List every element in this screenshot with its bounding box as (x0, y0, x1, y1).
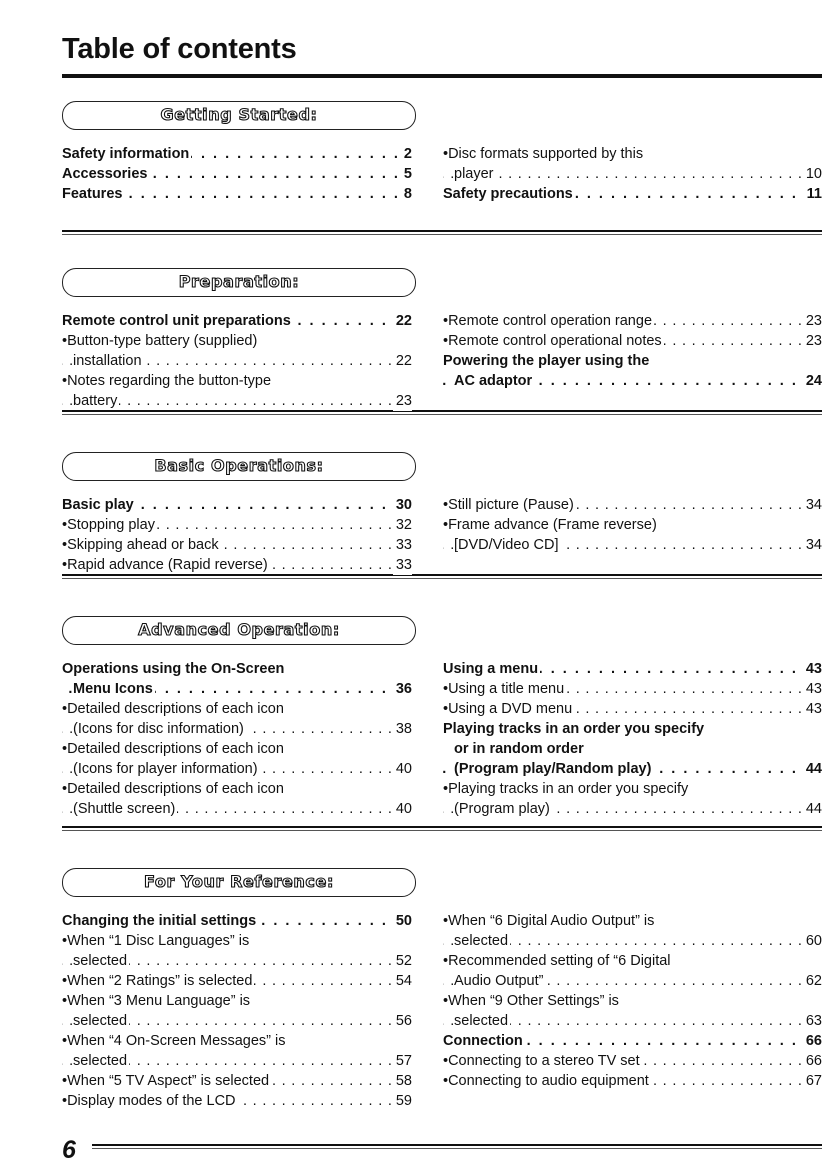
section-preparation (62, 268, 822, 411)
toc-page-number: 44 (803, 759, 822, 779)
section-divider (62, 826, 822, 831)
toc-entry[interactable] (62, 799, 412, 819)
toc-entry[interactable] (62, 555, 412, 575)
toc-entry[interactable] (62, 351, 412, 371)
toc-entry[interactable] (62, 1091, 412, 1111)
toc-entry[interactable] (443, 184, 822, 204)
toc-entry-text: Safety information (62, 146, 190, 162)
toc-entry-text: •Remote control operation range (443, 313, 653, 329)
toc-entry-text: (Shuttle screen) (73, 801, 176, 817)
toc-page-number: 60 (803, 931, 822, 951)
toc-entry-text: •Rapid advance (Rapid reverse) (62, 557, 268, 573)
toc-entry[interactable] (443, 144, 822, 164)
toc-entry-text: •Using a DVD menu (443, 701, 573, 717)
toc-entry-text: selected (73, 953, 128, 969)
toc-entry[interactable] (443, 1011, 822, 1031)
toc-entry[interactable] (443, 951, 822, 971)
toc-column-right (443, 911, 822, 1091)
toc-page-number: 44 (803, 799, 822, 819)
toc-entry[interactable] (443, 679, 822, 699)
toc-entry-text: (Program play/Random play) (454, 761, 652, 777)
toc-entry-text: •When “6 Digital Audio Output” is (443, 913, 655, 929)
section-heading-pill (62, 616, 416, 645)
toc-page-number: 38 (393, 719, 412, 739)
toc-entry[interactable] (62, 699, 412, 719)
toc-page-number: 67 (803, 1071, 822, 1091)
toc-page-number: 33 (393, 555, 412, 575)
toc-entry[interactable] (62, 515, 412, 535)
toc-entry[interactable] (443, 659, 822, 679)
toc-entry-text: selected (73, 1053, 128, 1069)
toc-entry-text: Connection (443, 1033, 523, 1049)
toc-entry-text: Using a menu (443, 661, 539, 677)
toc-entry[interactable] (62, 1011, 412, 1031)
toc-entry[interactable] (443, 331, 822, 351)
toc-column-right (443, 659, 822, 819)
toc-entry[interactable] (443, 1071, 822, 1091)
toc-entry-text: Playing tracks in an order you specify (443, 721, 705, 737)
toc-entry-text: Features (62, 186, 123, 202)
section-getting-started (62, 101, 822, 204)
toc-entry[interactable] (62, 371, 412, 391)
toc-entry[interactable] (62, 164, 412, 184)
toc-entry-text: [DVD/Video CD] (454, 537, 559, 553)
toc-entry[interactable] (62, 391, 412, 411)
toc-page-number: 59 (393, 1091, 412, 1111)
toc-column-right (443, 311, 822, 391)
toc-entry[interactable] (443, 799, 822, 819)
toc-page-number: 58 (393, 1071, 412, 1091)
section-divider (62, 410, 822, 415)
toc-entry[interactable] (62, 184, 412, 204)
toc-entry-text: (Icons for player information) (73, 761, 258, 777)
toc-entry-text: •Disc formats supported by this (443, 146, 644, 162)
toc-page-number: 54 (393, 971, 412, 991)
toc-entry-text: AC adaptor (454, 373, 533, 389)
toc-entry[interactable] (62, 991, 412, 1011)
toc-page-number: 8 (401, 184, 412, 204)
toc-entry[interactable] (62, 331, 412, 351)
toc-entry[interactable] (443, 311, 822, 331)
toc-entry-text: •Detailed descriptions of each icon (62, 741, 284, 757)
toc-entry[interactable] (62, 719, 412, 739)
toc-entry[interactable] (443, 371, 822, 391)
toc-page-number: 11 (804, 184, 822, 204)
toc-column-right (443, 144, 822, 204)
toc-entry[interactable] (443, 699, 822, 719)
toc-entry-text: Remote control unit preparations (62, 313, 291, 329)
toc-page-number: 40 (393, 799, 412, 819)
toc-column-right (443, 495, 822, 555)
toc-entry[interactable] (62, 679, 412, 699)
toc-entry-text: •Skipping ahead or back (62, 537, 219, 553)
toc-entry-text: or in random order (454, 741, 584, 757)
section-basic-operations (62, 452, 822, 575)
section-divider (62, 574, 822, 579)
toc-page-number: 32 (393, 515, 412, 535)
toc-entry-text: •Button-type battery (supplied) (62, 333, 258, 349)
toc-entry[interactable] (443, 495, 822, 515)
toc-entry-text: (Program play) (454, 801, 550, 817)
toc-page-number: 23 (393, 391, 412, 411)
toc-entry-text: •Playing tracks in an order you specify (443, 781, 689, 797)
toc-entry-text: player (454, 166, 494, 182)
toc-page-number: 57 (393, 1051, 412, 1071)
toc-entry[interactable] (443, 1031, 822, 1051)
toc-entry-text: •Using a title menu (443, 681, 565, 697)
toc-entry[interactable] (62, 659, 412, 679)
toc-page-number: 2 (401, 144, 412, 164)
toc-entry-text: (Icons for disc information) (73, 721, 244, 737)
toc-entry-text: •Connecting to a stereo TV set (443, 1053, 640, 1069)
toc-column-left (62, 144, 412, 204)
toc-entry-text: •When “9 Other Settings” is (443, 993, 619, 1009)
toc-page-number: 43 (803, 699, 822, 719)
toc-page-number: 30 (393, 495, 412, 515)
toc-page-number: 63 (803, 1011, 822, 1031)
toc-page-number: 22 (393, 311, 412, 331)
toc-entry-text: •Display modes of the LCD (62, 1093, 236, 1109)
toc-entry[interactable] (62, 1051, 412, 1071)
toc-entry[interactable] (443, 739, 822, 759)
toc-entry[interactable] (62, 495, 412, 515)
toc-entry[interactable] (62, 1031, 412, 1051)
toc-entry[interactable] (62, 311, 412, 331)
toc-entry-text: •When “5 TV Aspect” is selected (62, 1073, 270, 1089)
toc-page-number: 52 (393, 951, 412, 971)
toc-entry[interactable] (62, 1071, 412, 1091)
toc-page-number: 62 (803, 971, 822, 991)
toc-entry[interactable] (443, 515, 822, 535)
page-number: 6 (62, 1136, 76, 1164)
toc-page-number: 40 (393, 759, 412, 779)
section-heading-pill (62, 101, 416, 130)
toc-column-left (62, 911, 412, 1111)
toc-entry-text: •Detailed descriptions of each icon (62, 701, 284, 717)
section-heading: Advanced Operation: (138, 620, 340, 639)
toc-page-number: 34 (803, 535, 822, 555)
toc-entry[interactable] (443, 759, 822, 779)
toc-page-number: 33 (393, 535, 412, 555)
toc-entry-text: •When “4 On-Screen Messages” is (62, 1033, 286, 1049)
toc-entry-text: •When “2 Ratings” is selected (62, 973, 253, 989)
toc-entry-text: Menu Icons (73, 681, 153, 697)
toc-entry[interactable] (62, 779, 412, 799)
section-advanced-operation (62, 616, 822, 819)
toc-column-left (62, 659, 412, 819)
toc-entry-text: Accessories (62, 166, 148, 182)
toc-entry-text: •Recommended setting of “6 Digital (443, 953, 671, 969)
toc-entry[interactable] (443, 1051, 822, 1071)
toc-entry[interactable] (62, 931, 412, 951)
toc-entry[interactable] (62, 144, 412, 164)
toc-entry-text: selected (454, 1013, 509, 1029)
toc-entry-text: •When “3 Menu Language” is (62, 993, 251, 1009)
toc-entry[interactable] (443, 719, 822, 739)
title-rule (62, 74, 822, 78)
toc-page-number: 23 (803, 331, 822, 351)
toc-entry-text: •Connecting to audio equipment (443, 1073, 649, 1089)
toc-entry-text: selected (73, 1013, 128, 1029)
section-heading: Preparation: (178, 272, 300, 291)
toc-entry[interactable] (62, 951, 412, 971)
toc-page-number: 56 (393, 1011, 412, 1031)
toc-entry-text: Changing the initial settings (62, 913, 257, 929)
toc-entry[interactable] (443, 164, 822, 184)
toc-entry[interactable] (62, 739, 412, 759)
toc-entry-text: Basic play (62, 497, 134, 513)
toc-page-number: 10 (803, 164, 822, 184)
section-heading: Basic Operations: (154, 456, 324, 475)
page-title: Table of contents (62, 33, 297, 65)
section-for-your-reference (62, 868, 822, 1111)
toc-entry[interactable] (62, 971, 412, 991)
toc-entry-text: •Frame advance (Frame reverse) (443, 517, 657, 533)
toc-entry[interactable] (62, 759, 412, 779)
toc-page-number: 24 (803, 371, 822, 391)
toc-page-number: 66 (803, 1031, 822, 1051)
toc-page-number: 50 (393, 911, 412, 931)
toc-entry-text: Powering the player using the (443, 353, 650, 369)
bottom-rule (92, 1144, 822, 1149)
toc-entry[interactable] (443, 535, 822, 555)
toc-entry[interactable] (443, 779, 822, 799)
toc-page-number: 43 (803, 659, 822, 679)
section-divider (62, 230, 822, 235)
toc-entry[interactable] (443, 931, 822, 951)
toc-column-left (62, 495, 412, 575)
toc-entry[interactable] (443, 351, 822, 371)
toc-entry-text: Operations using the On-Screen (62, 661, 285, 677)
toc-entry[interactable] (62, 535, 412, 555)
toc-column-left (62, 311, 412, 411)
toc-entry-text: •Notes regarding the button-type (62, 373, 272, 389)
toc-page-number: 5 (401, 164, 412, 184)
toc-entry-text: installation (73, 353, 142, 369)
toc-page-number: 22 (393, 351, 412, 371)
section-heading-pill (62, 868, 416, 897)
toc-entry-text: Safety precautions (443, 186, 573, 202)
toc-entry-text: •Detailed descriptions of each icon (62, 781, 284, 797)
section-heading: For Your Reference: (144, 872, 334, 891)
toc-page-number: 43 (803, 679, 822, 699)
section-heading: Getting Started: (160, 105, 318, 124)
toc-entry[interactable] (443, 991, 822, 1011)
toc-entry-text: •Still picture (Pause) (443, 497, 574, 513)
toc-entry[interactable] (62, 911, 412, 931)
toc-page-number: 66 (803, 1051, 822, 1071)
section-heading-pill (62, 452, 416, 481)
toc-entry-text: •Stopping play (62, 517, 155, 533)
toc-entry[interactable] (443, 911, 822, 931)
toc-page-number: 36 (393, 679, 412, 699)
toc-entry-text: Audio Output” (454, 973, 544, 989)
toc-entry[interactable] (443, 971, 822, 991)
toc-entry-text: selected (454, 933, 509, 949)
toc-entry-text: •When “1 Disc Languages” is (62, 933, 250, 949)
toc-entry-text: battery (73, 393, 118, 409)
toc-page-number: 34 (803, 495, 822, 515)
toc-page-number: 23 (803, 311, 822, 331)
section-heading-pill (62, 268, 416, 297)
toc-entry-text: •Remote control operational notes (443, 333, 662, 349)
